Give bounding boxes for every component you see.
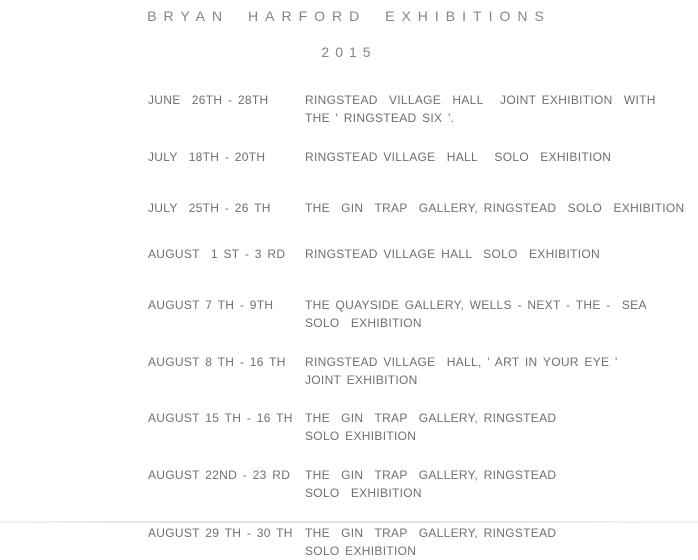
exhibition-date: AUGUST 1 ST - 3 RD: [148, 247, 286, 261]
exhibition-venue: [305, 199, 698, 217]
exhibition-row: [0, 91, 698, 127]
exhibition-date: JULY 18TH - 20TH: [148, 150, 266, 164]
venue-line-1: THE GIN TRAP GALLERY, RINGSTEAD SOLO EXHIBITION: [305, 201, 685, 215]
scan-edge-artifact: [0, 521, 698, 523]
exhibition-row: [0, 466, 698, 502]
page-year: 2015: [321, 44, 377, 60]
exhibition-row: [0, 148, 698, 166]
exhibition-row: [0, 409, 698, 445]
exhibition-venue: [305, 353, 698, 389]
exhibition-schedule: [0, 91, 698, 560]
venue-line-2: JOINT EXHIBITION: [305, 373, 418, 387]
page-title: BRYAN HARFORD EXHIBITIONS: [147, 8, 551, 24]
exhibition-date: JUNE 26TH - 28TH: [148, 93, 269, 107]
exhibition-venue: [305, 148, 698, 166]
venue-line-1: THE QUAYSIDE GALLERY, WELLS - NEXT - THE - SEA: [305, 298, 647, 312]
venue-line-2: SOLO EXHIBITION: [305, 429, 417, 443]
exhibition-row: [0, 199, 698, 217]
venue-line-1: RINGSTEAD VILLAGE HALL JOINT EXHIBITION WITH: [305, 93, 656, 107]
venue-line-1: THE GIN TRAP GALLERY, RINGSTEAD: [305, 411, 557, 425]
exhibition-row: [0, 245, 698, 263]
venue-line-1: THE GIN TRAP GALLERY, RINGSTEAD: [305, 526, 557, 540]
exhibition-venue: [305, 245, 698, 263]
venue-line-1: RINGSTEAD VILLAGE HALL SOLO EXHIBITION: [305, 247, 600, 261]
exhibition-row: [0, 353, 698, 389]
exhibition-row: [0, 524, 698, 560]
exhibition-date: AUGUST 8 TH - 16 TH: [148, 355, 286, 369]
venue-line-2: SOLO EXHIBITION: [305, 486, 422, 500]
venue-line-2: THE ' RINGSTEAD SIX '.: [305, 111, 455, 125]
exhibition-venue: [305, 296, 698, 332]
venue-line-1: RINGSTEAD VILLAGE HALL SOLO EXHIBITION: [305, 150, 612, 164]
venue-line-2: SOLO EXHIBITION: [305, 544, 417, 558]
exhibition-row: [0, 296, 698, 332]
exhibition-date: AUGUST 29 TH - 30 TH: [148, 526, 293, 540]
exhibition-venue: [305, 91, 698, 127]
exhibition-date: AUGUST 15 TH - 16 TH: [148, 411, 293, 425]
exhibition-venue: [305, 524, 698, 560]
exhibition-date: JULY 25TH - 26 TH: [148, 201, 271, 215]
exhibition-venue: [305, 409, 698, 445]
venue-line-1: RINGSTEAD VILLAGE HALL, ' ART IN YOUR EYE ': [305, 355, 618, 369]
venue-line-2: SOLO EXHIBITION: [305, 316, 422, 330]
venue-line-1: THE GIN TRAP GALLERY, RINGSTEAD: [305, 468, 557, 482]
exhibition-date: AUGUST 22ND - 23 RD: [148, 468, 291, 482]
exhibition-venue: [305, 466, 698, 502]
exhibition-date: AUGUST 7 TH - 9TH: [148, 298, 274, 312]
